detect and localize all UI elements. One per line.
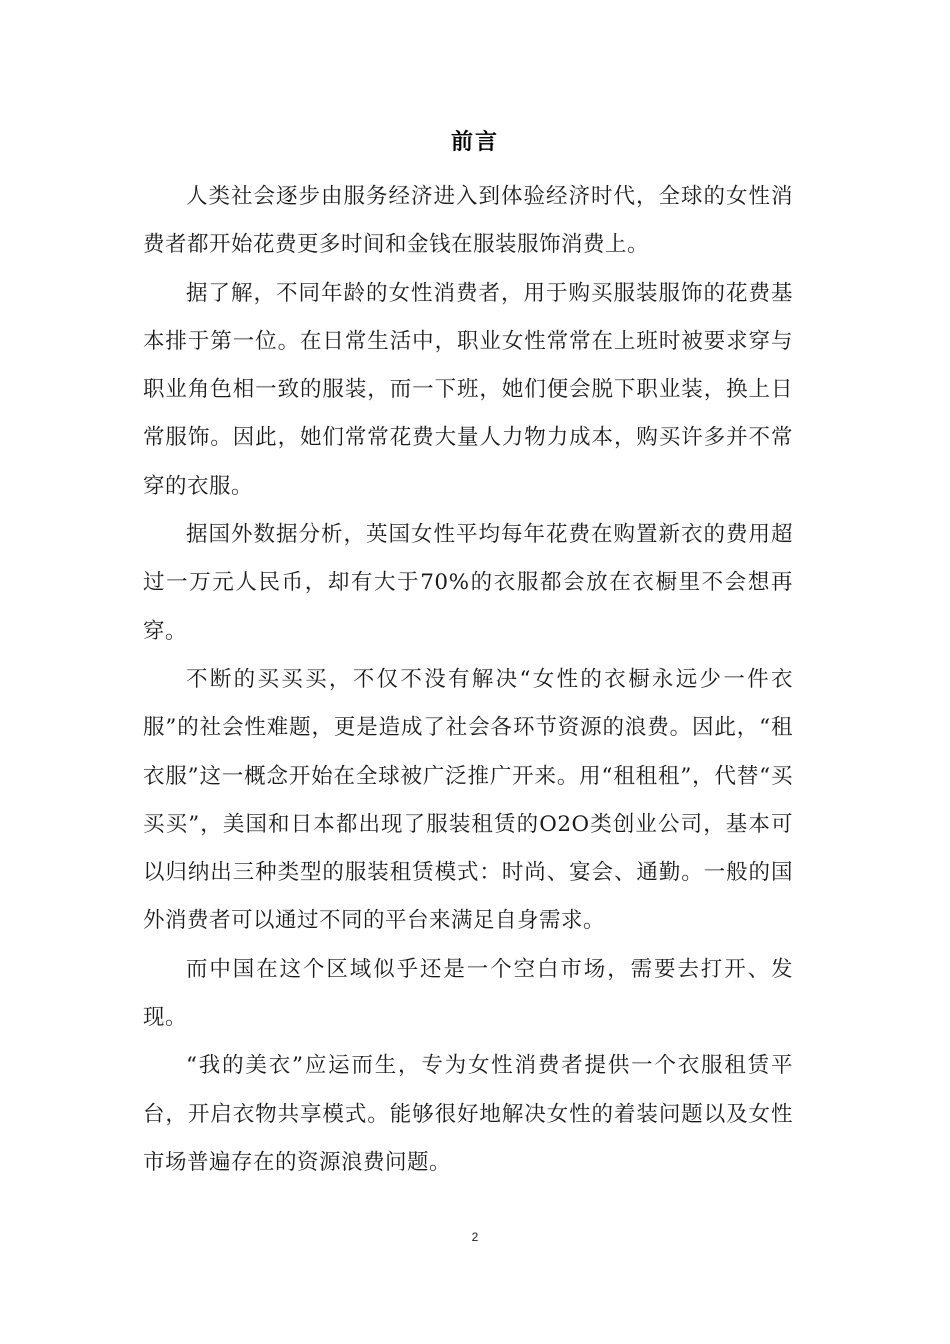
page-title: 前言 (450, 130, 499, 155)
paragraph-my-meiyi: “我的美衣”应运而生，专为女性消费者提供一个衣服租赁平台，开启衣物共享模式。能够很好地解决女性的着装问题以及女性市场普遍存在的资源浪费问题。 (143, 1053, 793, 1175)
paragraph-spending-survey: 据了解，不同年龄的女性消费者，用于购买服装服饰的花费基本排于第一位。在日常生活中，职业女性常常在上班时被要求穿与职业角色相一致的服装，而一下班，她们便会脱下职业装，换上日常服饰。因此，她们常常花费大量人力物力成本，购买许多并不常穿的衣服。 (143, 280, 793, 499)
paragraph-china-market: 而中国在这个区域似乎还是一个空白市场，需要去打开、发现。 (143, 956, 793, 1031)
paragraph-rental-concept: 不断的买买买，不仅不没有解决“女性的衣橱永远少一件衣服”的社会性难题，更是造成了社会各环节资源的浪费。因此，“租衣服”这一概念开始在全球被广泛推广开来。用“租租租”，代替“买买买”，美国和日本都出现了服装租赁的O2O类创业公司，基本可以归纳出三种类型的服装租赁模式：时尚、宴会、通勤。一般的国外消费者可以通过不同的平台来满足自身需求。 (143, 666, 793, 934)
body-text (143, 173, 793, 1187)
page-number: 2 (471, 1230, 479, 1244)
paragraph-experience-economy: 人类社会逐步由服务经济进入到体验经济时代，全球的女性消费者都开始花费更多时间和金钱在服装服饰消费上。 (143, 184, 793, 258)
paragraph-uk-data: 据国外数据分析，英国女性平均每年花费在购置新衣的费用超过一万元人民币，却有大于70%的衣服都会放在衣橱里不会想再穿。 (143, 522, 793, 644)
